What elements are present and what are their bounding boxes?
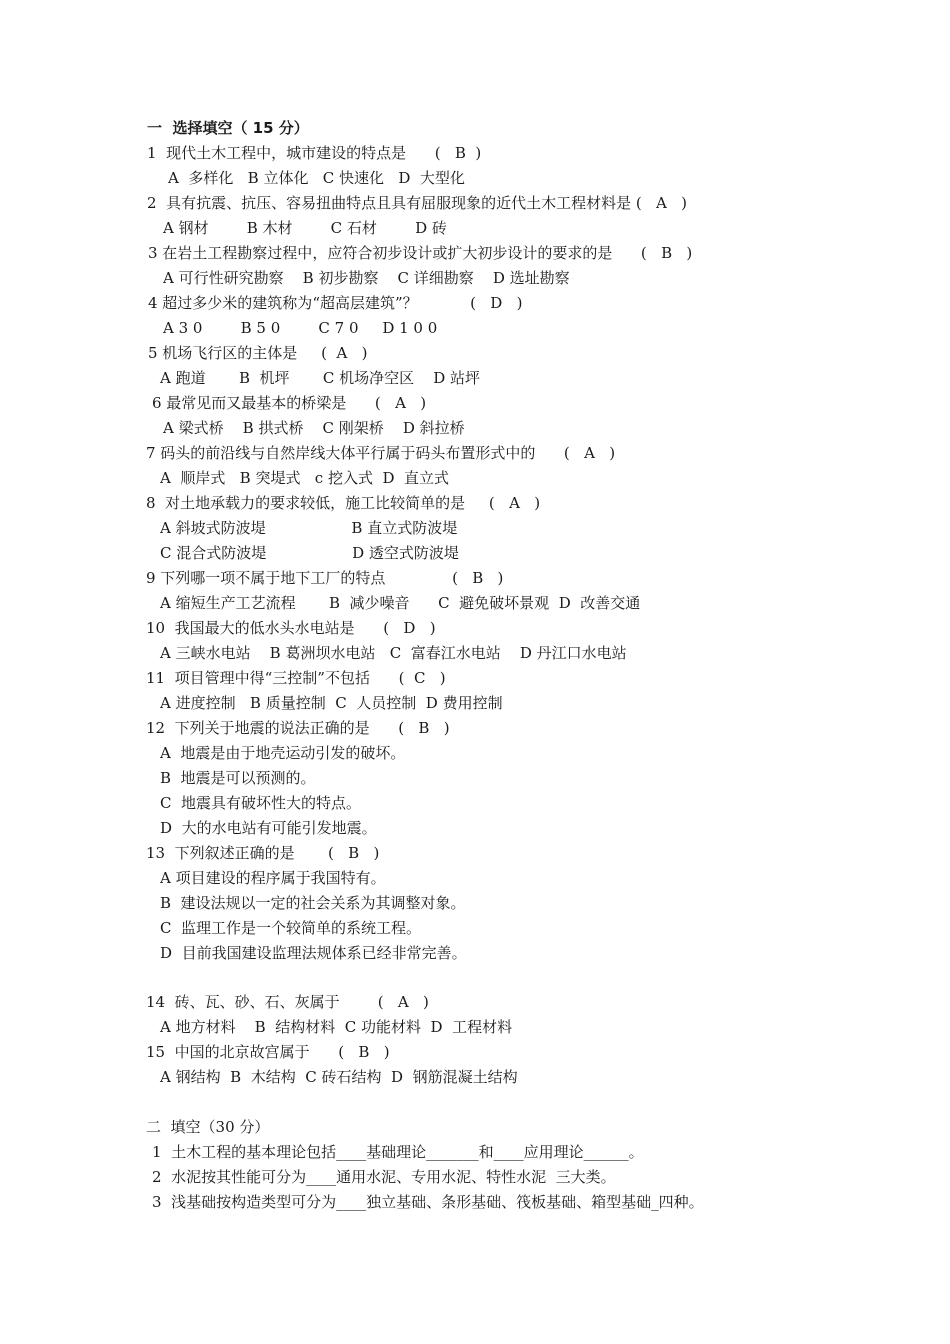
question-line: 13 下列叙述正确的是 ( B ) <box>146 844 380 862</box>
option-line: D 大的水电站有可能引发地震。 <box>160 819 377 837</box>
options-line: A 钢结构 B 木结构 C 砖石结构 D 钢筋混凝土结构 <box>160 1068 518 1086</box>
options-line: A 斜坡式防波堤 B 直立式防波堤 <box>160 519 458 537</box>
question-line: 15 中国的北京故宫属于 ( B ) <box>146 1043 390 1061</box>
question-line: 12 下列关于地震的说法正确的是 ( B ) <box>146 719 450 737</box>
option-line: C 地震具有破坏性大的特点。 <box>160 794 362 812</box>
options-line: A 顺岸式 B 突堤式 c 挖入式 D 直立式 <box>160 469 450 487</box>
question-line: 4 超过多少米的建筑称为“超高层建筑”？ ( D ) <box>148 294 523 312</box>
question-line: 5 机场飞行区的主体是 ( A ) <box>148 344 368 362</box>
section-heading-choice: 一 选择填空（ 15 分） <box>147 119 309 137</box>
question-line: 2 具有抗震、抗压、容易扭曲特点且具有屈服现象的近代土木工程材料是 ( A ) <box>147 194 687 212</box>
options-line: A 地方材料 B 结构材料 C 功能材料 D 工程材料 <box>160 1018 513 1036</box>
question-line: 1 现代土木工程中，城市建设的特点是 ( B ) <box>147 144 482 162</box>
options-line: C 混合式防波堤 D 透空式防波堤 <box>160 544 459 562</box>
question-line: 11 项目管理中得“三控制”不包括 ( C ) <box>146 669 446 687</box>
question-line: 9 下列哪一项不属于地下工厂的特点 ( B ) <box>146 569 504 587</box>
fill-line: 3 浅基础按构造类型可分为____独立基础、条形基础、筏板基础、箱型基础_四种。 <box>152 1193 704 1211</box>
section-heading-fill: 二 填空（30 分） <box>146 1118 270 1136</box>
option-line: A 项目建设的程序属于我国特有。 <box>160 869 386 887</box>
question-line: 6 最常见而又最基本的桥梁是 ( A ) <box>152 394 427 412</box>
option-line: A 地震是由于地壳运动引发的破坏。 <box>160 744 406 762</box>
option-line: C 监理工作是一个较简单的系统工程。 <box>160 919 422 937</box>
options-line: A 3 0 B 5 0 C 7 0 D 1 0 0 <box>163 319 438 337</box>
options-line: A 钢材 B 木材 C 石材 D 砖 <box>163 219 447 237</box>
options-line: A 梁式桥 B 拱式桥 C 刚架桥 D 斜拉桥 <box>163 419 465 437</box>
question-line: 3 在岩土工程勘察过程中，应符合初步设计或扩大初步设计的要求的是 ( B ) <box>148 244 693 262</box>
options-line: A 多样化 B 立体化 C 快速化 D 大型化 <box>168 169 465 187</box>
fill-line: 1 土木工程的基本理论包括____基础理论_______和____应用理论______。 <box>152 1143 644 1161</box>
question-line: 10 我国最大的低水头水电站是 ( D ) <box>146 619 436 637</box>
option-line: D 目前我国建设监理法规体系已经非常完善。 <box>160 944 467 962</box>
option-line: B 地震是可以预测的。 <box>160 769 316 787</box>
options-line: A 跑道 B 机坪 C 机场净空区 D 站坪 <box>160 369 481 387</box>
question-line: 14 砖、瓦、砂、石、灰属于 ( A ) <box>146 993 429 1011</box>
options-line: A 三峡水电站 B 葛洲坝水电站 C 富春江水电站 D 丹江口水电站 <box>160 644 627 662</box>
question-line: 7 码头的前沿线与自然岸线大体平行属于码头布置形式中的 ( A ) <box>146 444 616 462</box>
options-line: A 进度控制 B 质量控制 C 人员控制 D 费用控制 <box>160 694 503 712</box>
options-line: A 缩短生产工艺流程 B 减少噪音 C 避免破坏景观 D 改善交通 <box>160 594 641 612</box>
options-line: A 可行性研究勘察 B 初步勘察 C 详细勘察 D 选址勘察 <box>163 269 570 287</box>
question-line: 8 对土地承载力的要求较低，施工比较简单的是 ( A ) <box>146 494 541 512</box>
option-line: B 建设法规以一定的社会关系为其调整对象。 <box>160 894 466 912</box>
fill-line: 2 水泥按其性能可分为____通用水泥、专用水泥、特性水泥 三大类。 <box>152 1168 616 1186</box>
